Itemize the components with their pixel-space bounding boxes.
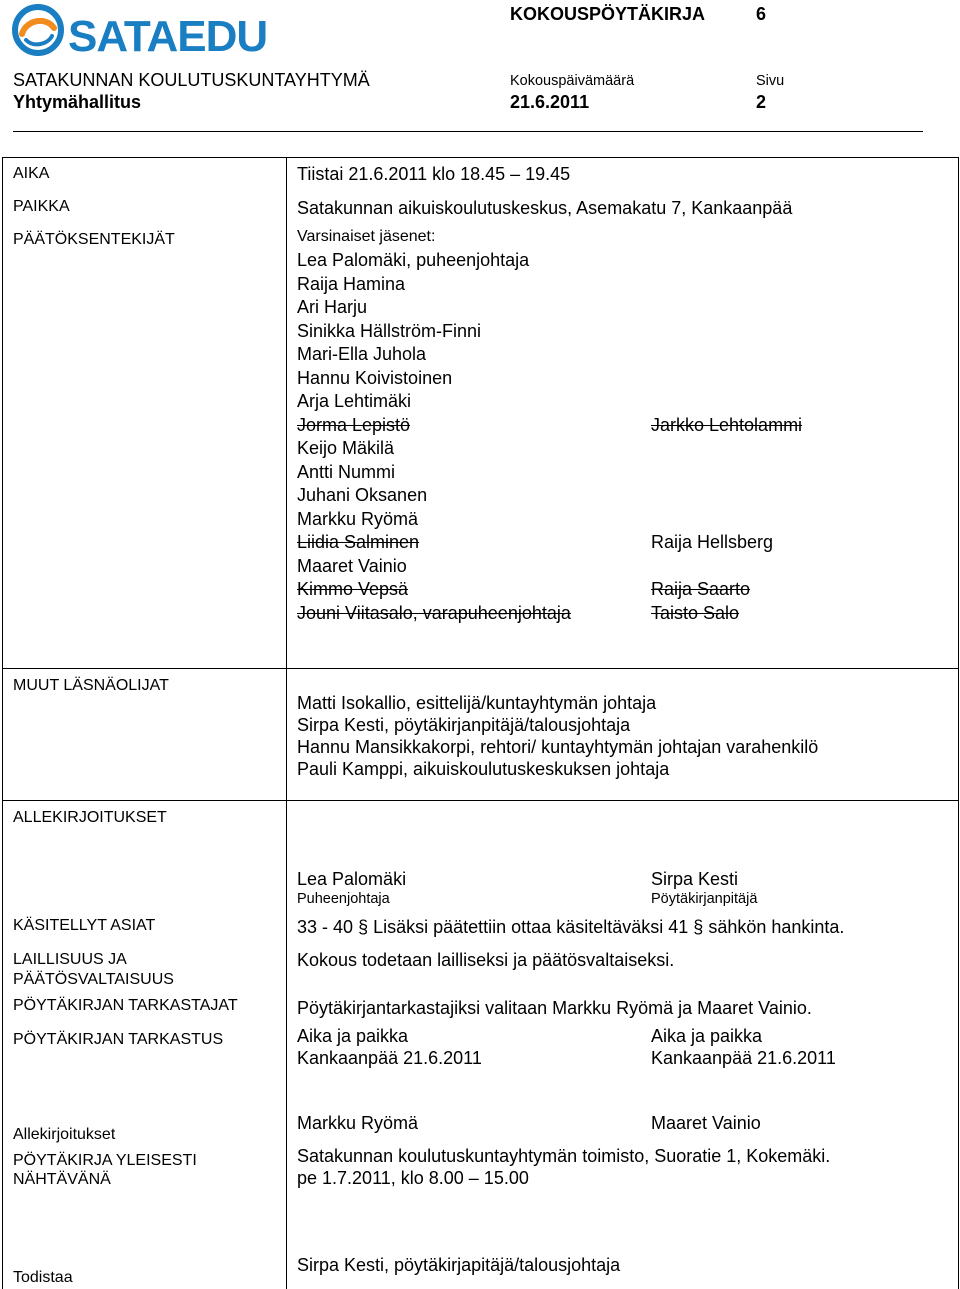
todistaa-value: Sirpa Kesti, pöytäkirjapitäjä/talousjohtaja: [297, 1255, 621, 1275]
list-item: Sirpa Kesti, pöytäkirjanpitäjä/talousjohtaja: [297, 715, 631, 735]
secretary-signature-role: Pöytäkirjanpitäjä: [651, 891, 758, 907]
nahtavana-label-2: NÄHTÄVÄNÄ: [13, 1171, 111, 1188]
list-item: Ari Harju: [297, 297, 368, 317]
nahtavana-place: Satakunnan koulutuskuntayhtymän toimisto, Suoratie 1, Kokemäki.: [297, 1146, 831, 1166]
nahtavana-label-1: PÖYTÄKIRJA YLEISESTI: [13, 1152, 197, 1169]
kasitellyt-range: 33 - 40: [297, 917, 354, 937]
laillisuus-label-2: PÄÄTÖSVALTAISUUS: [13, 971, 174, 988]
tarkastus-time-place-label-2: Aika ja paikka: [651, 1026, 763, 1046]
paikka-value: Satakunnan aikuiskoulutuskeskus, Asemakatu 7, Kankaanpää: [297, 198, 793, 218]
paikka-label: PAIKKA: [13, 198, 70, 215]
list-item: Matti Isokallio, esittelijä/kuntayhtymän johtaja: [297, 693, 657, 713]
list-item: Keijo Mäkilä: [297, 438, 395, 458]
list-item: Sinikka Hällström-Finni: [297, 321, 482, 341]
tarkastajat-value: Pöytäkirjantarkastajiksi valitaan Markku Ryömä ja Maaret Vainio.: [297, 998, 812, 1018]
inspector-signature-2: Maaret Vainio: [651, 1113, 761, 1133]
header-divider: [13, 131, 923, 132]
aika-label: AIKA: [13, 165, 50, 182]
nahtavana-time: pe 1.7.2011, klo 8.00 – 15.00: [297, 1168, 529, 1188]
list-item: Mari-Ella Juhola: [297, 344, 427, 364]
row-divider-allekirjoitukset: [2, 800, 959, 801]
kasitellyt-extra: Lisäksi päätettiin ottaa käsiteltäväksi 41: [373, 917, 689, 937]
aika-value: Tiistai 21.6.2011 klo 18.45 – 19.45: [297, 164, 571, 184]
laillisuus-label-1: LAILLISUUS JA: [13, 951, 127, 968]
list-item: Jouni Viitasalo, varapuheenjohtaja: [297, 603, 571, 623]
chair-signature-name: Lea Palomäki: [297, 869, 407, 889]
tarkastus-time-place-label-1: Aika ja paikka: [297, 1026, 409, 1046]
column-divider: [286, 157, 287, 1289]
list-item: Antti Nummi: [297, 462, 396, 482]
list-item: Lea Palomäki, puheenjohtaja: [297, 250, 530, 270]
table-left-border: [2, 157, 3, 1289]
list-item: Pauli Kamppi, aikuiskoulutuskeskuksen johtaja: [297, 759, 670, 779]
org-name: SATAKUNNAN KOULUTUSKUNTAYHTYMÄ: [13, 70, 370, 90]
date-label: Kokouspäivämäärä: [510, 73, 635, 89]
section-icon: §: [693, 917, 704, 937]
section-icon: §: [358, 917, 369, 937]
tarkastus-time-place-1: Kankaanpää 21.6.2011: [297, 1048, 482, 1068]
meeting-date: 21.6.2011: [510, 92, 590, 112]
table-top-border: [2, 157, 959, 158]
doc-number: 6: [756, 4, 767, 24]
kasitellyt-topic: sähkön hankinta.: [708, 917, 845, 937]
table-right-border: [958, 157, 959, 1289]
page-number: 2: [756, 92, 767, 112]
tarkastus-signatures-label: Allekirjoitukset: [13, 1126, 116, 1143]
deputy-hellsberg: Raija Hellsberg: [651, 532, 774, 552]
muut-label: MUUT LÄSNÄOLIJAT: [13, 677, 169, 694]
logo: [12, 4, 268, 61]
chair-signature-role: Puheenjohtaja: [297, 891, 390, 907]
list-item: Juhani Oksanen: [297, 485, 428, 505]
members-heading: Varsinaiset jäsenet:: [297, 228, 436, 245]
tarkastus-label: PÖYTÄKIRJAN TARKASTUS: [13, 1031, 224, 1048]
tarkastus-time-place-2: Kankaanpää 21.6.2011: [651, 1048, 836, 1068]
governing-body: Yhtymähallitus: [13, 92, 142, 112]
laillisuus-value: Kokous todetaan lailliseksi ja päätösvaltaiseksi.: [297, 950, 675, 970]
paatoksentekijat-label: PÄÄTÖKSENTEKIJÄT: [13, 231, 175, 248]
doc-type: KOKOUSPÖYTÄKIRJA: [510, 4, 706, 24]
allekirjoitukset-label: ALLEKIRJOITUKSET: [13, 809, 167, 826]
list-item: Hannu Mansikkakorpi, rehtori/ kuntayhtymän johtajan varahenkilö: [297, 737, 819, 757]
list-item: Raija Hamina: [297, 274, 406, 294]
deputy-lehtolammi: Jarkko Lehtolammi: [651, 415, 803, 435]
list-item: Kimmo Vepsä: [297, 579, 409, 599]
inspector-signature-1: Markku Ryömä: [297, 1113, 419, 1133]
deputy-saarto: Raija Saarto: [651, 579, 751, 599]
list-item: Arja Lehtimäki: [297, 391, 412, 411]
deputy-salo: Taisto Salo: [651, 603, 740, 623]
list-item: Markku Ryömä: [297, 509, 419, 529]
todistaa-label: Todistaa: [13, 1269, 73, 1286]
secretary-signature-name: Sirpa Kesti: [651, 869, 739, 889]
list-item: Jorma Lepistö: [297, 415, 411, 435]
row-divider-muut: [2, 668, 959, 669]
list-item: Hannu Koivistoinen: [297, 368, 453, 388]
tarkastajat-label: PÖYTÄKIRJAN TARKASTAJAT: [13, 997, 238, 1014]
list-item: Maaret Vainio: [297, 556, 407, 576]
kasitellyt-value: [297, 917, 844, 938]
logo-swirl-icon: [12, 4, 64, 56]
page-label: Sivu: [756, 73, 785, 89]
logo-text: SATAEDU: [68, 12, 268, 61]
list-item: Liidia Salminen: [297, 532, 420, 552]
kasitellyt-label: KÄSITELLYT ASIAT: [13, 917, 156, 934]
